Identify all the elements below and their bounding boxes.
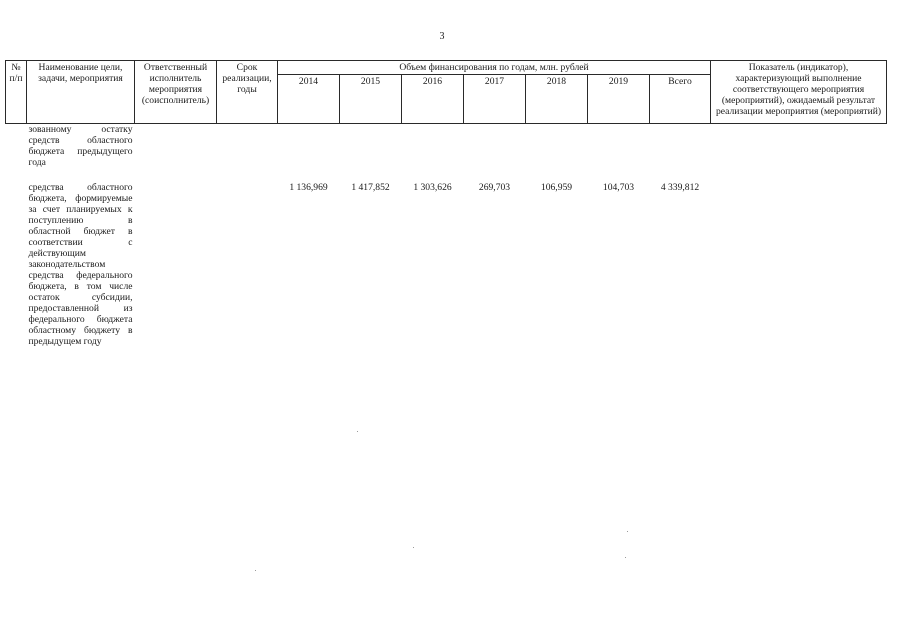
row-value-2015 — [340, 124, 402, 183]
table-row — [6, 182, 887, 347]
header-funding-group: Объем финансирования по годам, млн. рублей — [278, 61, 711, 75]
row-value-2015: 1 417,852 — [351, 182, 390, 193]
funding-table — [5, 60, 887, 347]
header-year-2019: 2019 — [588, 75, 650, 124]
scan-speck — [255, 570, 256, 571]
row-value-2014 — [278, 124, 340, 183]
row-value-2018: 106,959 — [540, 182, 573, 193]
row-value-2018 — [526, 124, 588, 183]
row-value-2019 — [588, 124, 650, 183]
row-num-cell — [6, 182, 27, 347]
table-row — [6, 124, 887, 183]
row-responsible-cell — [135, 182, 217, 347]
row-name: зованному остатку средств областного бюджета предыдущего года — [28, 124, 133, 168]
row-term-cell — [217, 182, 278, 347]
header-year-2017: 2017 — [464, 75, 526, 124]
row-value-2016 — [402, 124, 464, 183]
header-responsible: Ответственный исполнитель мероприятия (соисполнитель) — [135, 61, 217, 124]
scan-speck — [413, 547, 414, 548]
row-value-2019: 104,703 — [602, 182, 635, 193]
header-year-2015: 2015 — [340, 75, 402, 124]
scan-speck — [627, 531, 628, 532]
row-value-2017 — [464, 124, 526, 183]
page-number: 3 — [439, 31, 445, 42]
row-value-total: 4 339,812 — [660, 182, 700, 193]
row-num-cell — [6, 124, 27, 183]
row-value-2017: 269,703 — [478, 182, 511, 193]
header-num: № п/п — [6, 61, 27, 124]
header-year-2018: 2018 — [526, 75, 588, 124]
header-year-2014: 2014 — [278, 75, 340, 124]
row-name: средства областного бюджета, формируемые за счет планируемых к поступлению в областной бюджет в соответствии с действующим законодательством средства федерального бюджета, в том числе остаток субсидии, предоставленной из федерального бюджета областному бюджету в предыдущем году — [28, 182, 133, 347]
row-value-total — [650, 124, 711, 183]
row-value-2016: 1 303,626 — [413, 182, 452, 193]
header-year-2016: 2016 — [402, 75, 464, 124]
scan-speck — [357, 431, 358, 432]
header-name: Наименование цели, задачи, мероприятия — [27, 61, 135, 124]
row-indicator-cell — [711, 182, 887, 347]
header-indicator: Показатель (индикатор), характеризующий выполнение соответствующего мероприятия (мероприятий), ожидаемый результат реализации мероприятия (мероприятий) — [711, 61, 887, 124]
header-total: Всего — [650, 75, 711, 124]
scan-speck — [625, 557, 626, 558]
row-indicator-cell — [711, 124, 887, 183]
header-row — [6, 61, 887, 75]
header-term: Срок реализации, годы — [217, 61, 278, 124]
row-term-cell — [217, 124, 278, 183]
row-value-2014: 1 136,969 — [289, 182, 328, 193]
row-responsible-cell — [135, 124, 217, 183]
